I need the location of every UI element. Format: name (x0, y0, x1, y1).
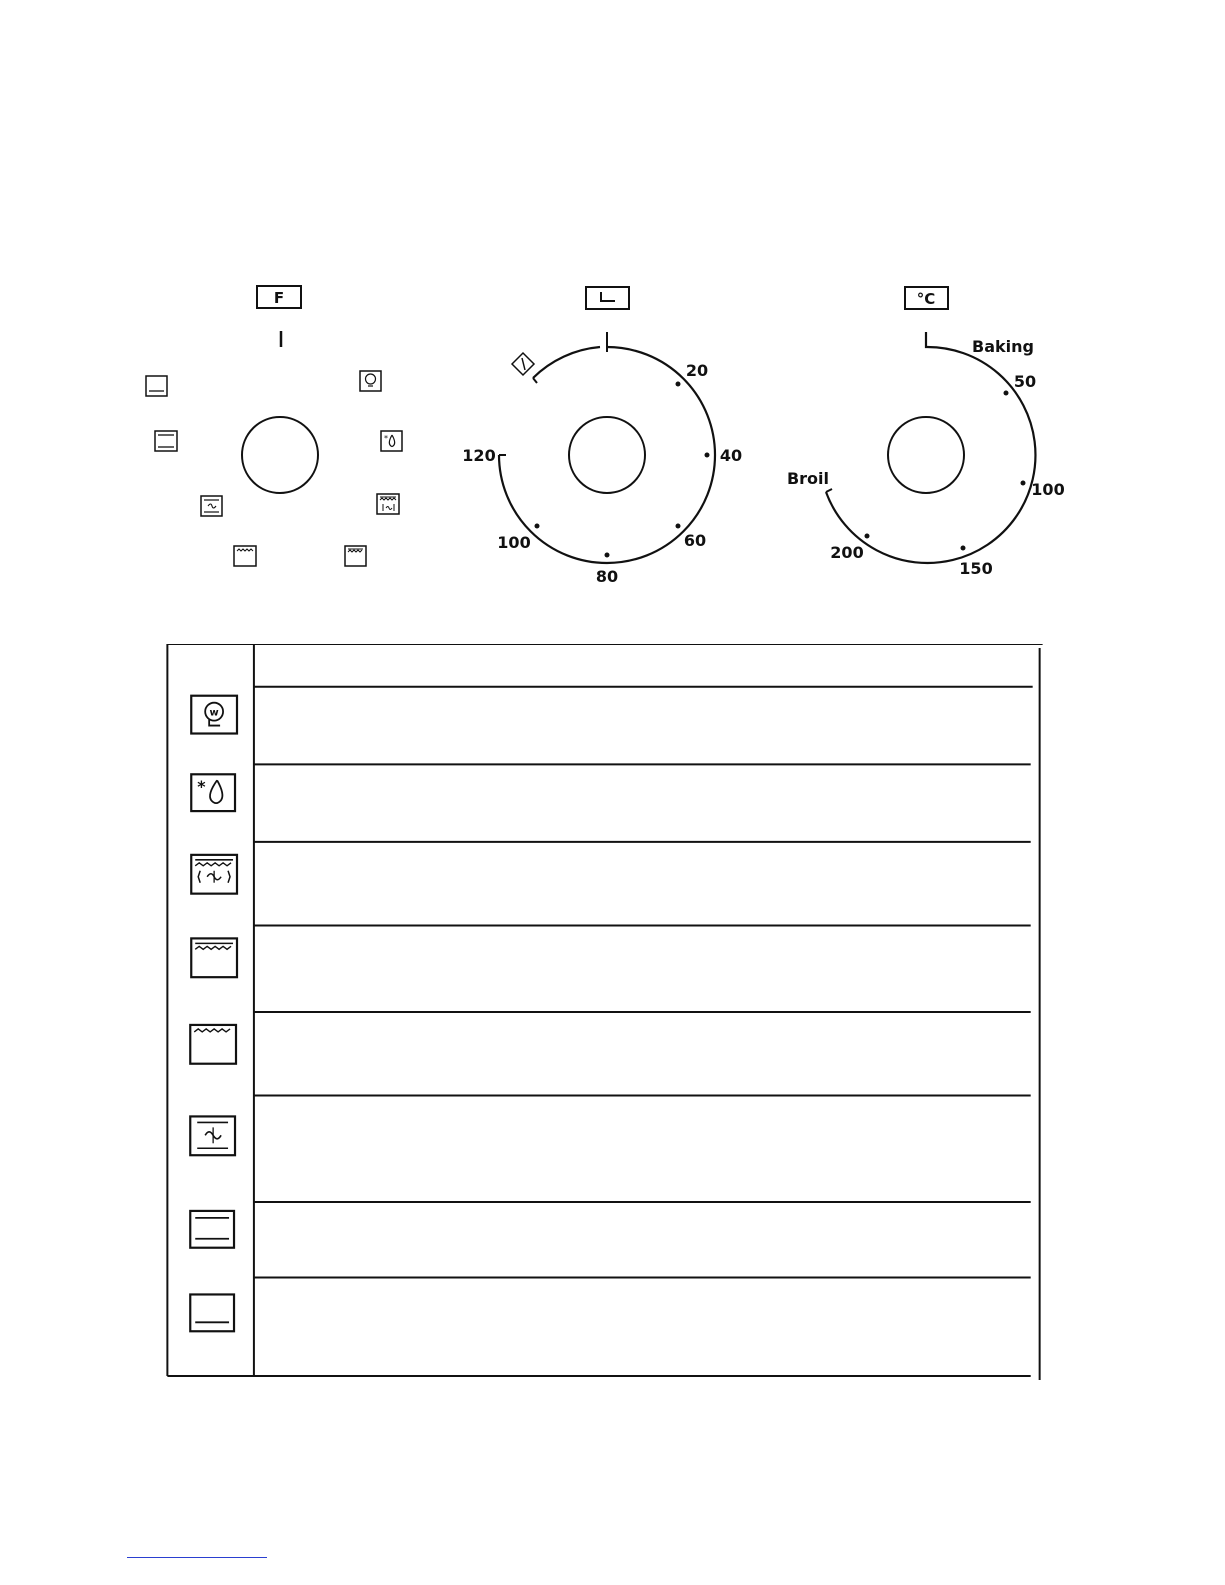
temperature-tick-label: 100 (1031, 480, 1065, 499)
timer-knob-group (499, 287, 715, 563)
double-grill-icon (191, 938, 237, 977)
lamp-icon (191, 696, 237, 734)
fan-grill-icon (377, 494, 399, 514)
svg-text:*: * (197, 777, 206, 797)
temperature-knob-group (826, 287, 1035, 563)
lamp-icon (360, 371, 381, 391)
temperature-tick-label: 200 (830, 543, 864, 562)
timer-tick-label: 80 (595, 567, 619, 586)
temperature-tick-label: Broil (786, 469, 830, 488)
temperature-tick-dots (865, 391, 1026, 551)
timer-label-symbol (601, 292, 615, 301)
temperature-scale-arc (826, 332, 1035, 563)
bottom-heating-icon (146, 376, 167, 396)
top-bottom-heating-icon (155, 431, 177, 451)
timer-tick-label: 60 (683, 531, 707, 550)
svg-text:*: * (384, 434, 388, 443)
timer-tick-label: 100 (497, 533, 531, 552)
top-bottom-heating-icon (190, 1211, 234, 1248)
svg-text:w: w (209, 707, 219, 719)
grill-icon (234, 546, 256, 566)
page-footer-link-line (127, 1557, 267, 1558)
timer-scale-arc (499, 347, 715, 563)
timer-start-arc (533, 347, 600, 378)
fan-heating-icon (190, 1116, 235, 1155)
timer-label-box (586, 287, 629, 309)
temperature-tick-label: 150 (959, 559, 993, 578)
function-knob-group (146, 286, 402, 566)
timer-tick-label: 40 (719, 446, 743, 465)
temperature-tick-label: 50 (1013, 372, 1037, 391)
function-table (165, 644, 1045, 1380)
fan-grill-icon (191, 855, 237, 894)
grill-icon (190, 1025, 236, 1064)
fan-heating-icon (201, 496, 222, 516)
double-grill-icon (345, 546, 366, 566)
defrost-icon (381, 431, 402, 451)
timer-tick-label: 120 (462, 446, 496, 465)
temperature-tick-label: Baking (972, 337, 1034, 356)
timer-tick-label: 20 (685, 361, 709, 380)
function-label: F (273, 289, 285, 307)
function-knob[interactable] (242, 417, 318, 493)
control-panel-diagram (0, 0, 1225, 640)
defrost-icon (191, 774, 235, 811)
bottom-heating-icon (190, 1294, 234, 1331)
timer-knob[interactable] (569, 417, 645, 493)
timer-start-icon (512, 353, 534, 375)
temperature-knob[interactable] (888, 417, 964, 493)
temperature-label: °C (916, 290, 936, 308)
